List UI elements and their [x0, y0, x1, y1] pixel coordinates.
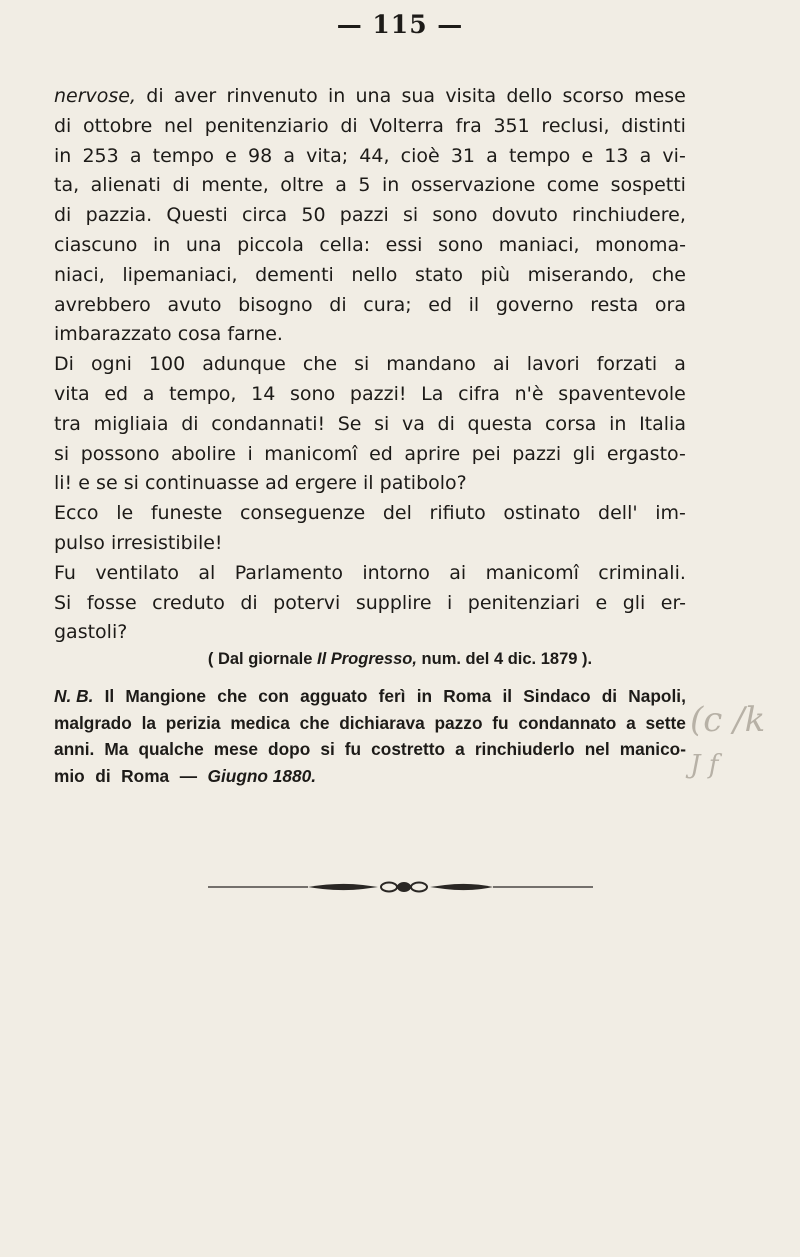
word: cioè	[400, 144, 440, 167]
word: conseguenze	[239, 502, 366, 525]
word: più	[480, 263, 510, 286]
word: al	[198, 561, 216, 584]
word: penitenziario	[204, 114, 329, 137]
word: pazzo	[434, 712, 483, 733]
word: vita;	[306, 144, 349, 167]
word: gli	[622, 591, 646, 614]
word: Di	[54, 353, 74, 376]
word: tempo	[508, 144, 571, 167]
body-line	[54, 261, 686, 291]
word: Se	[337, 412, 362, 435]
word: ed	[428, 293, 452, 316]
word: Giugno 1880.	[207, 765, 317, 786]
note-line	[54, 683, 686, 710]
word: in	[54, 144, 72, 167]
word: di	[54, 114, 72, 137]
word: di	[329, 293, 347, 316]
word: possono	[80, 442, 160, 465]
word: di	[54, 204, 72, 227]
word: penitenziari	[467, 591, 581, 614]
word: pei	[471, 442, 501, 465]
word: aver	[173, 85, 217, 107]
word: adunque	[202, 353, 286, 376]
word: im-	[655, 502, 686, 525]
body-line	[54, 231, 686, 261]
word: il	[363, 472, 374, 495]
word: —	[179, 765, 197, 786]
word: resta	[590, 293, 639, 316]
body-line	[54, 142, 686, 172]
body-line	[54, 499, 686, 529]
word: Sindaco	[523, 686, 591, 706]
word: tra	[54, 412, 81, 435]
body-line	[54, 320, 686, 350]
word: a	[283, 144, 295, 167]
word: si	[123, 472, 139, 495]
ink-bleed-mark: J f	[690, 750, 719, 780]
note-line	[54, 763, 686, 790]
word: 5	[358, 174, 371, 197]
word: nello	[351, 263, 398, 286]
word: cifra	[458, 382, 500, 405]
body-line	[54, 112, 686, 142]
word: scorso	[562, 85, 624, 107]
word: reclusi,	[541, 114, 610, 137]
word: in	[609, 412, 627, 435]
word: si	[54, 442, 70, 465]
word: rinchiuderlo	[474, 739, 575, 759]
word: la	[141, 712, 156, 733]
word: osservazione	[410, 174, 536, 197]
word: Si	[54, 591, 72, 614]
body-line	[54, 82, 686, 112]
word: dell'	[598, 502, 638, 525]
word: nel	[164, 114, 194, 137]
word: irresistibile!	[110, 531, 223, 554]
word: spaventevole	[558, 382, 686, 405]
word: oltre	[280, 174, 324, 197]
word: patibolo?	[379, 472, 467, 495]
word: rinvenuto	[226, 85, 318, 107]
word: a	[486, 144, 498, 167]
word: e	[78, 472, 90, 495]
word: Ecco	[54, 502, 99, 525]
body-line	[54, 171, 686, 201]
word: creduto	[152, 591, 225, 614]
word: in	[416, 686, 433, 706]
word: lipemaniaci,	[122, 263, 238, 286]
word: mandano	[386, 353, 476, 376]
word: sono	[290, 382, 336, 405]
word: malgrado	[54, 712, 132, 733]
word: sospetti	[610, 174, 686, 197]
word: medica	[230, 712, 290, 733]
word: dello	[506, 85, 553, 107]
word: continuasse	[144, 472, 260, 495]
word: a	[455, 739, 465, 759]
word: manicomî	[264, 442, 358, 465]
word: mente,	[201, 174, 269, 197]
word: dovuto	[491, 204, 558, 227]
word: del	[382, 502, 412, 525]
word: si	[354, 353, 370, 376]
word: Questi	[166, 204, 228, 227]
word: con	[258, 686, 289, 706]
word: n'è	[514, 382, 544, 405]
word: fra	[455, 114, 482, 137]
word: ottobre	[83, 114, 153, 137]
word: perizia	[165, 712, 221, 733]
word: che	[651, 263, 686, 286]
word: rinchiudere,	[572, 204, 686, 227]
ink-bleed-mark: (c /k	[690, 700, 766, 740]
word: gastoli?	[54, 621, 128, 644]
word: stato	[414, 263, 464, 286]
word: abolire	[170, 442, 236, 465]
word: N. B.	[54, 686, 94, 706]
word: dementi	[255, 263, 334, 286]
word: criminali.	[598, 561, 686, 584]
word: li!	[54, 472, 73, 495]
word: di	[437, 412, 455, 435]
word: a	[142, 382, 155, 405]
word: avrebbero	[54, 293, 151, 316]
word: piccola	[237, 233, 304, 256]
body-line	[54, 559, 686, 589]
word: condannato	[518, 712, 617, 733]
word: essi	[385, 233, 423, 256]
word: imbarazzato	[54, 323, 172, 346]
note-line	[54, 736, 686, 763]
word: distinti	[621, 114, 686, 137]
note-line	[54, 710, 686, 737]
word: ostinato	[503, 502, 581, 525]
body-line	[54, 201, 686, 231]
word: gli	[572, 442, 596, 465]
word: er-	[660, 591, 686, 614]
word: ed	[104, 382, 129, 405]
word: monoma-	[595, 233, 686, 256]
word: Roma	[443, 686, 492, 706]
word: fu	[344, 739, 362, 759]
word: nel	[584, 739, 610, 759]
word: e	[225, 144, 237, 167]
word: se	[96, 472, 118, 495]
word: che	[217, 686, 248, 706]
word: aprire	[404, 442, 461, 465]
body-line	[54, 589, 686, 619]
source-citation	[0, 650, 800, 669]
word: a	[335, 174, 347, 197]
word: sono	[437, 233, 484, 256]
word: fu	[492, 712, 509, 733]
word: migliaia	[93, 412, 169, 435]
word: ai	[492, 353, 510, 376]
word: qualche	[138, 739, 204, 759]
word: e	[595, 591, 608, 614]
word: farne.	[227, 323, 283, 346]
word: Ma	[104, 739, 129, 759]
word: nervose,	[54, 85, 137, 107]
word: si	[374, 412, 390, 435]
body-line	[54, 291, 686, 321]
word: di	[240, 591, 258, 614]
word: La	[421, 382, 444, 405]
word: 253	[82, 144, 119, 167]
word: avuto	[167, 293, 222, 316]
page-number: — 115 —	[336, 10, 464, 39]
word: manico-	[619, 739, 686, 759]
word: governo	[495, 293, 574, 316]
word: forzati	[596, 353, 658, 376]
word: sono	[432, 204, 478, 227]
word: potervi	[273, 591, 341, 614]
word: maniaci,	[498, 233, 580, 256]
body-line	[54, 618, 686, 648]
body-line	[54, 380, 686, 410]
word: va	[402, 412, 425, 435]
word: 31	[450, 144, 476, 167]
word: di	[95, 765, 111, 786]
word: Roma	[121, 765, 170, 786]
word: di	[340, 114, 358, 137]
footnote-nb	[54, 683, 686, 789]
word: di	[181, 412, 199, 435]
word: ai	[449, 561, 467, 584]
word: fosse	[86, 591, 137, 614]
word: cura;	[363, 293, 412, 316]
word: pulso	[54, 531, 105, 554]
source-newspaper: Il Progresso,	[317, 650, 417, 668]
word: i	[447, 591, 453, 614]
word: 98	[248, 144, 273, 167]
word: a	[626, 712, 636, 733]
word: lavori	[526, 353, 580, 376]
word: corsa	[545, 412, 597, 435]
body-line	[54, 410, 686, 440]
word: Napoli,	[628, 686, 686, 706]
word: Volterra	[369, 114, 444, 137]
word: rifiuto	[429, 502, 486, 525]
word: Fu	[54, 561, 76, 584]
word: dopo	[268, 739, 311, 759]
word: che	[302, 353, 338, 376]
word: visita	[445, 85, 497, 107]
word: Il	[104, 686, 115, 706]
word: agguato	[300, 686, 368, 706]
word: manicomî	[485, 561, 579, 584]
word: si	[320, 739, 335, 759]
word: mese	[213, 739, 258, 759]
word: 50	[301, 204, 326, 227]
word: in	[327, 85, 346, 107]
word: pazzi	[512, 442, 562, 465]
word: pazzia.	[85, 204, 153, 227]
word: ora	[654, 293, 686, 316]
word: le	[116, 502, 134, 525]
word: cosa	[177, 323, 222, 346]
word: ad	[265, 472, 289, 495]
word: di	[146, 85, 164, 107]
word: sette	[645, 712, 686, 733]
word: a	[639, 144, 652, 167]
word: e	[581, 144, 594, 167]
word: ed	[369, 442, 393, 465]
word: il	[468, 293, 480, 316]
word: ergasto-	[606, 442, 686, 465]
word: ta,	[54, 174, 80, 197]
word: il	[502, 686, 513, 706]
word: una	[185, 233, 222, 256]
word: niaci,	[54, 263, 105, 286]
word: intorno	[362, 561, 430, 584]
word: a	[674, 353, 686, 376]
word: tempo	[152, 144, 215, 167]
word: condannati!	[211, 412, 326, 435]
word: vi-	[662, 144, 686, 167]
word: pazzi	[339, 204, 389, 227]
word: i	[247, 442, 253, 465]
word: ergere	[294, 472, 357, 495]
word: come	[546, 174, 600, 197]
word: che	[299, 712, 330, 733]
word: pazzi!	[349, 382, 407, 405]
word: 351	[493, 114, 530, 137]
word: alienati	[90, 174, 161, 197]
word: Parlamento	[234, 561, 343, 584]
word: mese	[634, 85, 686, 107]
word: ogni	[90, 353, 132, 376]
word: di	[172, 174, 190, 197]
word: circa	[241, 204, 288, 227]
word: ferì	[378, 686, 406, 706]
word: questa	[467, 412, 533, 435]
word: ventilato	[95, 561, 180, 584]
word: miserando,	[527, 263, 635, 286]
word: costretto	[371, 739, 446, 759]
word: una	[355, 85, 392, 107]
word: supplire	[355, 591, 432, 614]
source-prefix: ( Dal giornale	[207, 650, 317, 668]
source-suffix: num. del 4 dic. 1879 ).	[416, 650, 593, 668]
word: 44,	[359, 144, 390, 167]
word: 14	[251, 382, 276, 405]
word: Mangione	[125, 686, 207, 706]
body-line	[54, 440, 686, 470]
body-line	[54, 350, 686, 380]
word: a	[129, 144, 142, 167]
body-line	[54, 469, 686, 499]
word: tempo,	[169, 382, 237, 405]
word: sua	[401, 85, 436, 107]
word: in	[382, 174, 400, 197]
word: mio	[54, 765, 85, 786]
body-text	[54, 82, 686, 648]
word: in	[152, 233, 171, 256]
word: funeste	[150, 502, 223, 525]
word: dichiarava	[339, 712, 425, 733]
word: si	[402, 204, 419, 227]
word: 100	[148, 353, 186, 376]
word: Italia	[639, 412, 686, 435]
word: di	[601, 686, 618, 706]
word: vita	[54, 382, 90, 405]
word: ciascuno	[54, 233, 138, 256]
word: cella:	[319, 233, 371, 256]
body-line	[54, 529, 686, 559]
word: anni.	[54, 739, 95, 759]
word: 13	[604, 144, 629, 167]
ornamental-rule	[208, 880, 593, 894]
word: bisogno	[238, 293, 313, 316]
